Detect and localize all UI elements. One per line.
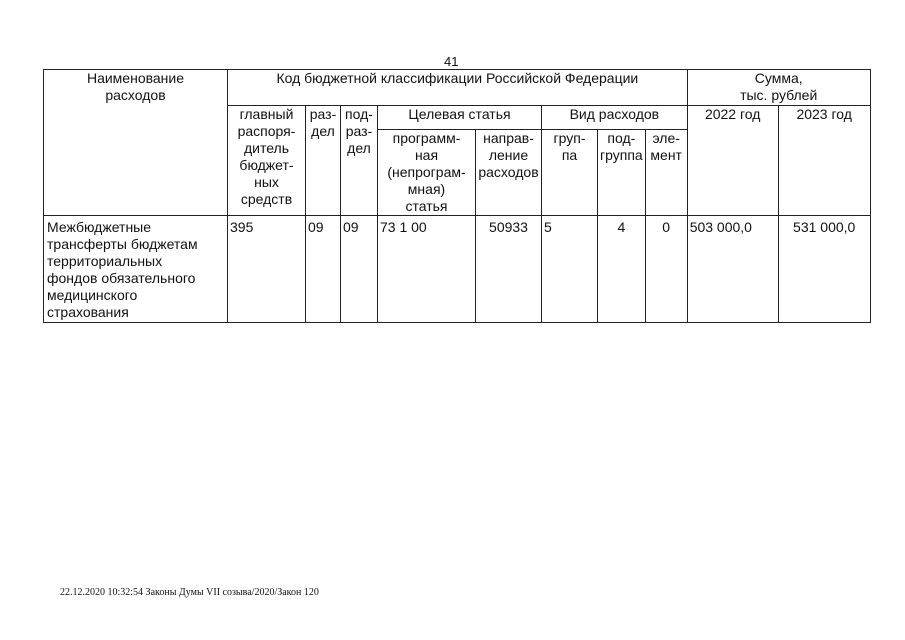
header-element: эле- мент: [645, 130, 687, 216]
row-direction: 50933: [476, 216, 542, 323]
header-chief-admin: главный распоря- дитель бюджет- ных средств: [228, 106, 306, 216]
header-subgroup: под- группа: [598, 130, 646, 216]
header-year-2022: 2022 год: [687, 106, 778, 216]
header-year-2023: 2023 год: [778, 106, 870, 216]
header-code-group: Код бюджетной классификации Российской Федерации: [228, 70, 688, 106]
row-chief-admin: 395: [228, 216, 306, 323]
budget-table: [43, 69, 871, 323]
header-section: раз- дел: [306, 106, 341, 216]
row-program: 73 1 00: [378, 216, 476, 323]
header-name-cell: Наименование расходов: [44, 70, 228, 216]
row-subgroup: 4: [598, 216, 646, 323]
row-sum-2023: 531 000,0: [778, 216, 870, 323]
row-group: 5: [542, 216, 598, 323]
row-name: Межбюджетные трансферты бюджетам территориальных фондов обязательного медицинского страхования: [44, 216, 228, 323]
header-direction: направ- ление расходов: [476, 130, 542, 216]
row-sum-2022: 503 000,0: [687, 216, 778, 323]
table-row: [44, 216, 871, 323]
row-subsection: 09: [341, 216, 378, 323]
document-footer: 22.12.2020 10:32:54 Законы Думы VII созыва/2020/Закон 120: [60, 587, 319, 598]
header-subsection: под- раз- дел: [341, 106, 378, 216]
row-section: 09: [306, 216, 341, 323]
row-element: 0: [645, 216, 687, 323]
header-target-item: Целевая статья: [378, 106, 542, 130]
page-number: 41: [444, 54, 459, 69]
header-expense-type: Вид расходов: [542, 106, 688, 130]
header-row-1: [44, 70, 871, 106]
header-group: груп- па: [542, 130, 598, 216]
header-sum-group: Сумма, тыс. рублей: [687, 70, 870, 106]
header-program: программ- ная (непрограм- мная) статья: [378, 130, 476, 216]
